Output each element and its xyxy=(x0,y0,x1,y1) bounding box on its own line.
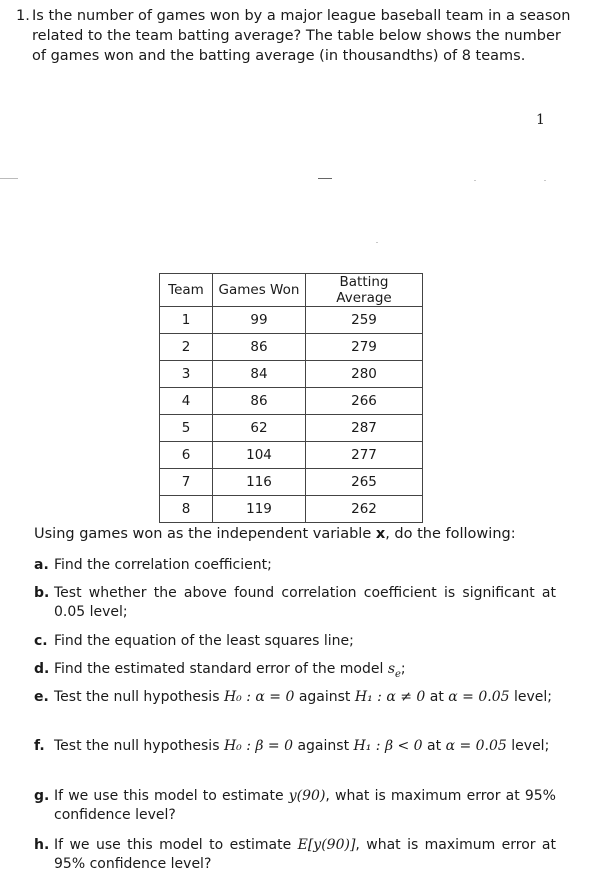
table-row xyxy=(160,334,423,361)
table-row xyxy=(160,388,423,415)
item-text: Test whether the above found correlation coefficient is significant at 0.05 level; xyxy=(54,585,556,620)
scan-artifact-dot xyxy=(376,242,378,243)
significance-level: α = 0.05 xyxy=(448,689,510,705)
item-label: d. xyxy=(34,661,50,677)
question-number: 1. xyxy=(16,8,30,24)
cell-team: 7 xyxy=(160,469,213,496)
item-label: g. xyxy=(34,788,50,804)
item-label: f. xyxy=(34,738,45,754)
significance-level: α = 0.05 xyxy=(445,738,507,754)
alt-hypothesis: H₁ : α ≠ 0 xyxy=(354,689,426,705)
instructions-variable: x xyxy=(375,526,386,542)
cell-games-won: 119 xyxy=(213,496,306,523)
table-row xyxy=(160,415,423,442)
cell-games-won: 62 xyxy=(213,415,306,442)
item-text: Find the equation of the least squares line; xyxy=(54,633,354,649)
null-hypothesis: H₀ : α = 0 xyxy=(223,689,295,705)
table-row xyxy=(160,307,423,334)
cell-team: 2 xyxy=(160,334,213,361)
header-games-won: Games Won xyxy=(213,274,306,307)
question-1 xyxy=(16,6,576,66)
math-expression: y(90) xyxy=(288,788,326,804)
data-table xyxy=(159,273,423,523)
table-header-row xyxy=(160,274,423,307)
null-hypothesis: H₀ : β = 0 xyxy=(223,738,294,754)
scan-artifact-line xyxy=(0,178,18,179)
list-item xyxy=(34,584,556,622)
item-text: Find the correlation coefficient; xyxy=(54,557,272,573)
table-row xyxy=(160,442,423,469)
table-row xyxy=(160,496,423,523)
table-row xyxy=(160,361,423,388)
cell-batting-average: 262 xyxy=(306,496,423,523)
item-label: h. xyxy=(34,837,50,853)
list-item xyxy=(34,688,556,707)
list-item xyxy=(34,787,556,825)
table-row xyxy=(160,469,423,496)
item-text: If we use this model to estimate E[y(90)], what is maximum error at 95% confidence level? xyxy=(54,837,557,872)
list-item xyxy=(34,556,556,575)
cell-batting-average: 266 xyxy=(306,388,423,415)
instructions-text: , do the following: xyxy=(385,526,516,542)
list-item xyxy=(34,737,556,756)
list-item xyxy=(34,660,556,684)
cell-batting-average: 277 xyxy=(306,442,423,469)
cell-games-won: 116 xyxy=(213,469,306,496)
cell-batting-average: 280 xyxy=(306,361,423,388)
item-label: c. xyxy=(34,633,48,649)
instructions xyxy=(34,526,516,542)
cell-batting-average: 287 xyxy=(306,415,423,442)
header-team: Team xyxy=(160,274,213,307)
item-text: If we use this model to estimate y(90), what is maximum error at 95% confidence level? xyxy=(54,788,556,823)
question-text: Is the number of games won by a major league baseball team in a season related to the team batting average? The table below shows the number of games won and the batting average (in thousandths) of 8 teams. xyxy=(32,8,571,64)
alt-hypothesis: H₁ : β < 0 xyxy=(353,738,423,754)
cell-batting-average: 279 xyxy=(306,334,423,361)
list-item xyxy=(34,632,556,651)
cell-games-won: 84 xyxy=(213,361,306,388)
item-text: Find the estimated standard error of the model $s_e$; xyxy=(54,661,406,680)
scan-artifact-dot xyxy=(474,180,476,181)
item-text: Test the null hypothesis H₀ : α = 0 against H₁ : α ≠ 0 at α = 0.05 level; xyxy=(54,689,553,705)
page-number: 1 xyxy=(536,112,545,128)
cell-games-won: 86 xyxy=(213,334,306,361)
list-item xyxy=(34,836,556,874)
cell-team: 8 xyxy=(160,496,213,523)
cell-games-won: 99 xyxy=(213,307,306,334)
cell-games-won: 86 xyxy=(213,388,306,415)
cell-team: 4 xyxy=(160,388,213,415)
cell-team: 1 xyxy=(160,307,213,334)
item-label: a. xyxy=(34,557,49,573)
cell-team: 5 xyxy=(160,415,213,442)
item-label: e. xyxy=(34,689,49,705)
math-symbol: $s_e$ xyxy=(387,661,401,680)
item-text: Test the null hypothesis H₀ : β = 0 against H₁ : β < 0 at α = 0.05 level; xyxy=(54,738,550,754)
cell-batting-average: 259 xyxy=(306,307,423,334)
cell-team: 3 xyxy=(160,361,213,388)
cell-batting-average: 265 xyxy=(306,469,423,496)
instructions-text: Using games won as the independent variable xyxy=(34,526,376,542)
item-label: b. xyxy=(34,585,50,601)
cell-games-won: 104 xyxy=(213,442,306,469)
cell-team: 6 xyxy=(160,442,213,469)
math-expression: E[y(90)] xyxy=(297,837,356,853)
scan-artifact-line xyxy=(318,178,332,179)
scan-artifact-dot xyxy=(544,180,546,181)
header-batting-average: Batting Average xyxy=(306,274,423,307)
